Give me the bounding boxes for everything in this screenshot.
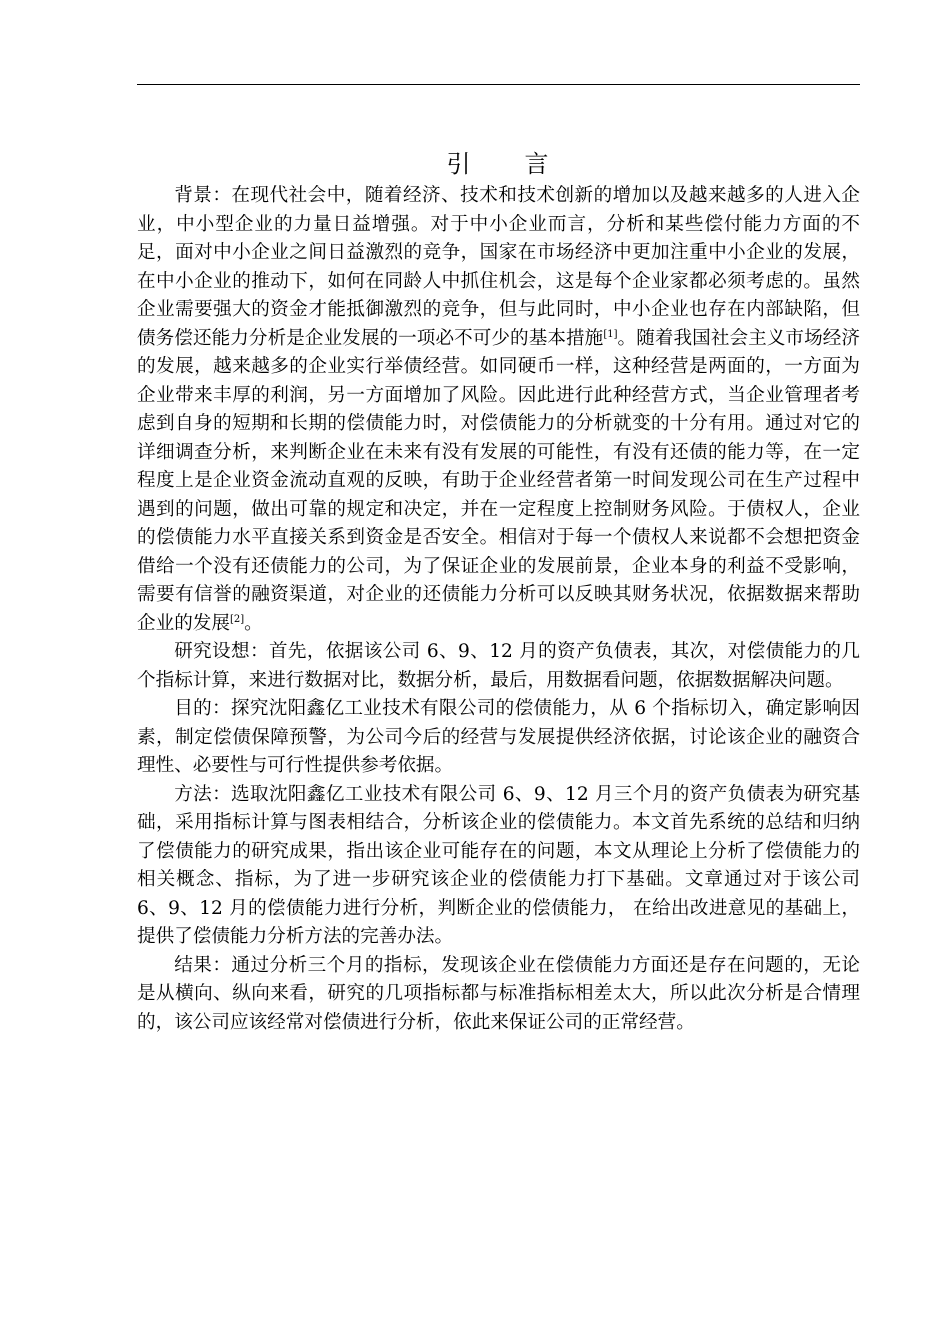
header-rule [137,84,860,85]
paragraph-purpose: 目的：探究沈阳鑫亿工业技术有限公司的偿债能力，从 6 个指标切入，确定影响因素，制定偿债保障预警，为公司今后的经营与发展提供经济依据，讨论该企业的融资合理性、必要性与可行性提供参考依据。 [137,698,860,776]
background-text-b: 。随着我国社会主义市场经济的发展，越来越多的企业实行举债经营。如同硬币一样，这种经营是两面的，一方面为企业带来丰厚的利润，另一方面增加了风险。因此进行此种经营方式，当企业管理者考虑到自身的短期和长期的偿债能力时，对偿债能力的分析就变的十分有用。通过对它的详细调查分析，来判断企业在未来有没有发展的可能性，有没有还债的能力等，在一定程度上是企业资金流动直观的反映，有助于企业经营者第一时间发现公司在生产过程中遇到的问题，做出可靠的规定和决定，并在一定程度上控制财务风险。于债权人，企业的偿债能力水平直接关系到资金是否安全。相信对于每一个债权人来说都不会想把资金借给一个没有还债能力的公司，为了保证企业的发展前景，企业本身的利益不受影响，需要有信誉的融资渠道，对企业的还债能力分析可以反映其财务状况，依据数据来帮助企业的发展 [137,327,860,634]
paragraph-background [137,182,860,638]
document-body [137,146,860,1037]
paragraph-result: 结果：通过分析三个月的指标，发现该企业在偿债能力方面还是存在问题的，无论是从横向、纵向来看，研究的几项指标都与标准指标相差太大，所以此次分析是合情理的，该公司应该经常对偿债进行分析，依此来保证公司的正常经营。 [137,954,860,1033]
paragraph-research-design: 研究设想：首先，依据该公司 6、9、12 月的资产负债表，其次，对偿债能力的几个指标计算，来进行数据对比，数据分析，最后，用数据看问题，依据数据解决问题。 [137,641,860,691]
citation-2: [2] [229,613,245,625]
background-text-c: 。 [244,612,263,634]
title-char-2: 言 [524,150,551,178]
section-title [137,146,860,182]
background-text-a: 背景：在现代社会中，随着经济、技术和技术创新的增加以及越来越多的人进入企业，中小型企业的力量日益增强。对于中小企业而言，分析和某些偿付能力方面的不足，面对中小企业之间日益激烈的竞争，国家在市场经济中更加注重中小企业的发展，在中小企业的推动下，如何在同龄人中抓住机会，这是每个企业家都必须考虑的。虽然企业需要强大的资金才能抵御激烈的竞争，但与此同时，中小企业也存在内部缺陷，但债务偿还能力分析是企业发展的一项必不可少的基本措施 [137,185,860,349]
citation-1: [1] [603,328,618,340]
title-char-1: 引 [446,150,473,178]
paragraph-method: 方法：选取沈阳鑫亿工业技术有限公司 6、9、12 月三个月的资产负债表为研究基础，采用指标计算与图表相结合，分析该企业的偿债能力。本文首先系统的总结和归纳了偿债能力的研究成果，指出该企业可能存在的问题，本文从理论上分析了偿债能力的相关概念、指标，为了进一步研究该企业的偿债能力打下基础。文章通过对于该公司 6、9、12 月的偿债能力进行分析，判断企业的偿债能力， 在给出改进意见的基础上， 提供了偿债能力分析方法的完善办法。 [137,783,860,947]
